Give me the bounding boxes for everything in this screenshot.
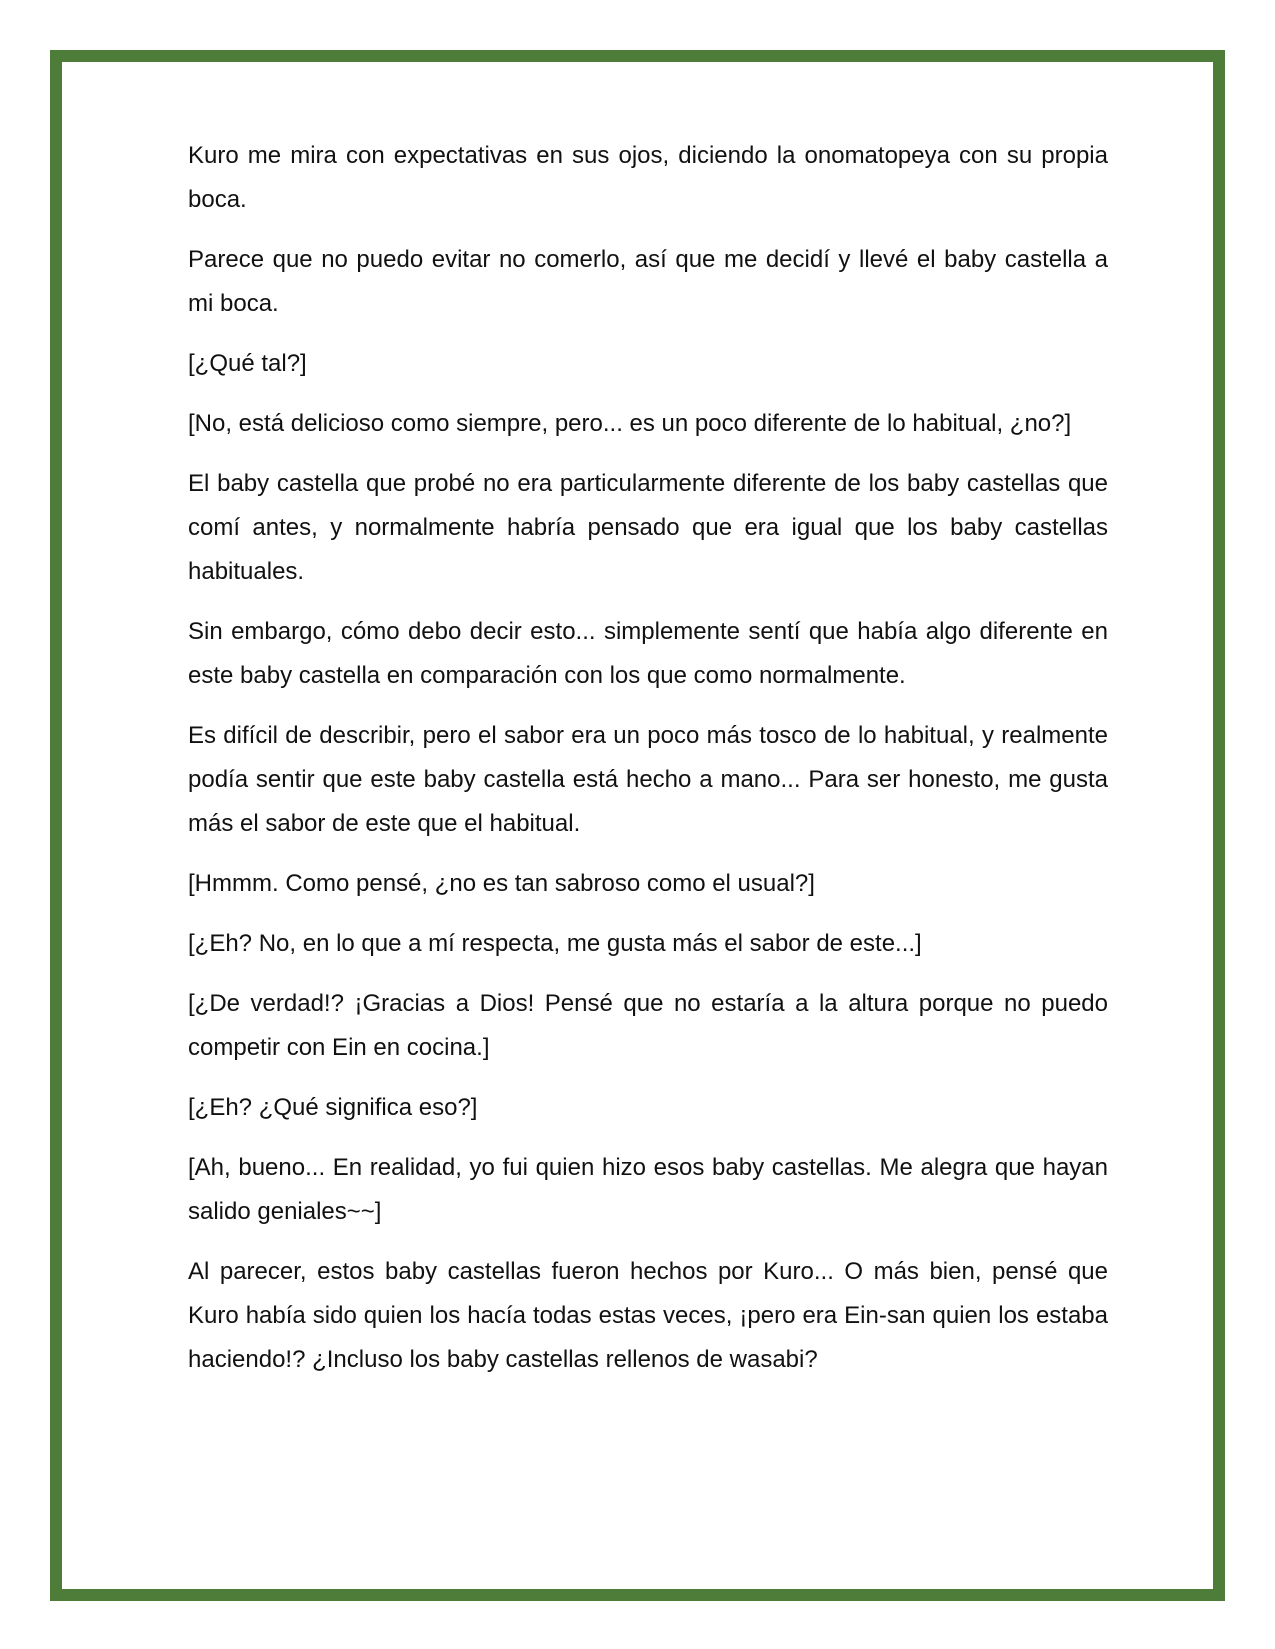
paragraph: [Ah, bueno... En realidad, yo fui quien hizo esos baby castellas. Me alegra que hayan salido geniales~~] [188, 1154, 1108, 1225]
paragraph: [Hmmm. Como pensé, ¿no es tan sabroso como el usual?] [188, 870, 815, 897]
paragraph: Parece que no puedo evitar no comerlo, así que me decidí y llevé el baby castella a mi boca. [188, 246, 1108, 317]
paragraph: [¿Eh? No, en lo que a mí respecta, me gusta más el sabor de este...] [188, 930, 922, 957]
paragraph: [¿De verdad!? ¡Gracias a Dios! Pensé que no estaría a la altura porque no puedo competir con Ein en cocina.] [188, 990, 1108, 1061]
paragraph: [¿Qué tal?] [188, 350, 307, 377]
paragraph: [No, está delicioso como siempre, pero... es un poco diferente de lo habitual, ¿no?] [188, 410, 1072, 437]
paragraph: Sin embargo, cómo debo decir esto... simplemente sentí que había algo diferente en este baby castella en comparación con los que como normalmente. [188, 618, 1108, 689]
paragraph: Kuro me mira con expectativas en sus ojos, diciendo la onomatopeya con su propia boca. [188, 142, 1108, 213]
paragraph: [¿Eh? ¿Qué significa eso?] [188, 1094, 478, 1121]
paragraph: Al parecer, estos baby castellas fueron hechos por Kuro... O más bien, pensé que Kuro había sido quien los hacía todas estas veces, ¡pero era Ein-san quien los estaba haciendo!? ¿Incluso los baby castellas rellenos de wasabi? [188, 1258, 1108, 1373]
page-text-body [188, 134, 1108, 1398]
paragraph: El baby castella que probé no era particularmente diferente de los baby castellas que comí antes, y normalmente habría pensado que era igual que los baby castellas habituales. [188, 470, 1108, 585]
paragraph: Es difícil de describir, pero el sabor era un poco más tosco de lo habitual, y realmente podía sentir que este baby castella está hecho a mano... Para ser honesto, me gusta más el sabor de este que el habitual. [188, 722, 1108, 837]
page-border-frame [50, 50, 1225, 1601]
